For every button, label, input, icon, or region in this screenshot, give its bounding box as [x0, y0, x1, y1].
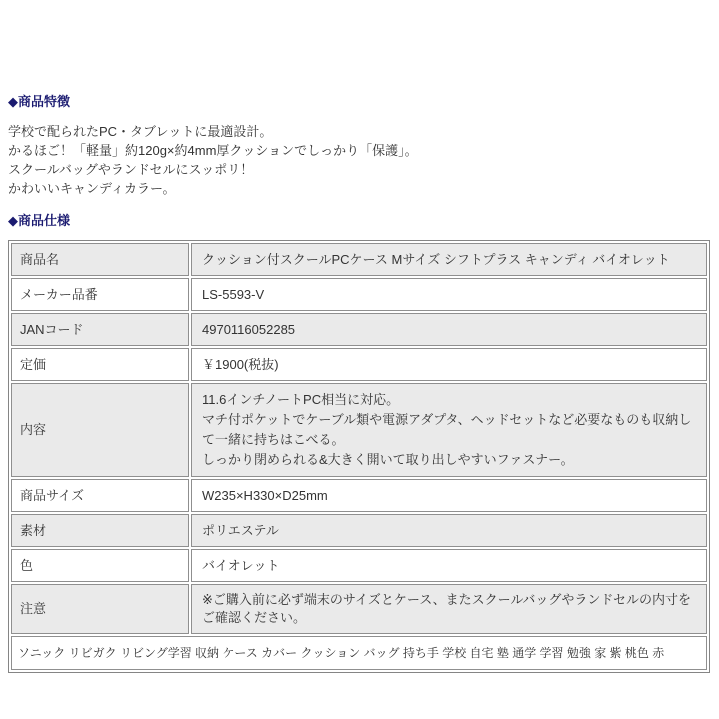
row-value: クッション付スクールPCケース Mサイズ シフトプラス キャンディ バイオレット	[191, 243, 707, 276]
table-row-product-size	[11, 479, 707, 512]
specs-heading: ◆商品仕様	[8, 213, 70, 228]
row-value: W235×H330×D25mm	[191, 479, 707, 512]
row-label: 定価	[11, 348, 189, 381]
row-label: 内容	[11, 383, 189, 477]
table-row-keywords	[11, 636, 707, 670]
row-value: ポリエステル	[191, 514, 707, 547]
feature-line: 学校で配られたPC・タブレットに最適設計。	[8, 124, 273, 139]
feature-line: かわいいキャンディカラー。	[8, 181, 176, 196]
row-label: 商品サイズ	[11, 479, 189, 512]
table-row-contents	[11, 383, 707, 477]
features-text	[8, 122, 710, 198]
table-row-maker-code	[11, 278, 707, 311]
row-label: JANコード	[11, 313, 189, 346]
table-row-jan-code	[11, 313, 707, 346]
content-line: しっかり閉められる&大きく開いて取り出しやすいファスナー。	[202, 452, 574, 467]
row-label: 商品名	[11, 243, 189, 276]
row-value: ￥1900(税抜)	[191, 348, 707, 381]
table-row-color	[11, 549, 707, 582]
content-line: 11.6インチノートPC相当に対応。	[202, 392, 400, 407]
specs-table	[8, 240, 710, 673]
row-value: ※ご購入前に必ず端末のサイズとケース、またスクールバッグやランドセルの内寸をご確認ください。	[191, 584, 707, 634]
row-value: バイオレット	[191, 549, 707, 582]
table-row-material	[11, 514, 707, 547]
table-row-caution	[11, 584, 707, 634]
feature-line: かるほご！「軽量」約120g×約4mm厚クッションでしっかり「保護」。	[8, 143, 418, 158]
table-row-list-price	[11, 348, 707, 381]
row-label: 色	[11, 549, 189, 582]
content-line: マチ付ポケットでケーブル類や電源アダプタ、ヘッドセットなど必要なものも収納して一緒に持ちはこべる。	[202, 412, 692, 447]
feature-line: スクールバッグやランドセルにスッポリ！	[8, 162, 254, 177]
row-label: 素材	[11, 514, 189, 547]
row-value	[191, 383, 707, 477]
row-label: 注意	[11, 584, 189, 634]
table-row-product-name	[11, 243, 707, 276]
features-heading: ◆商品特徴	[8, 94, 70, 109]
row-label: メーカー品番	[11, 278, 189, 311]
row-value: LS-5593-V	[191, 278, 707, 311]
row-value: 4970116052285	[191, 313, 707, 346]
search-keywords: ソニック リビガク リビング学習 収納 ケース カバー クッション バッグ 持ち手 学校 自宅 塾 通学 学習 勉強 家 紫 桃色 赤	[11, 636, 707, 670]
